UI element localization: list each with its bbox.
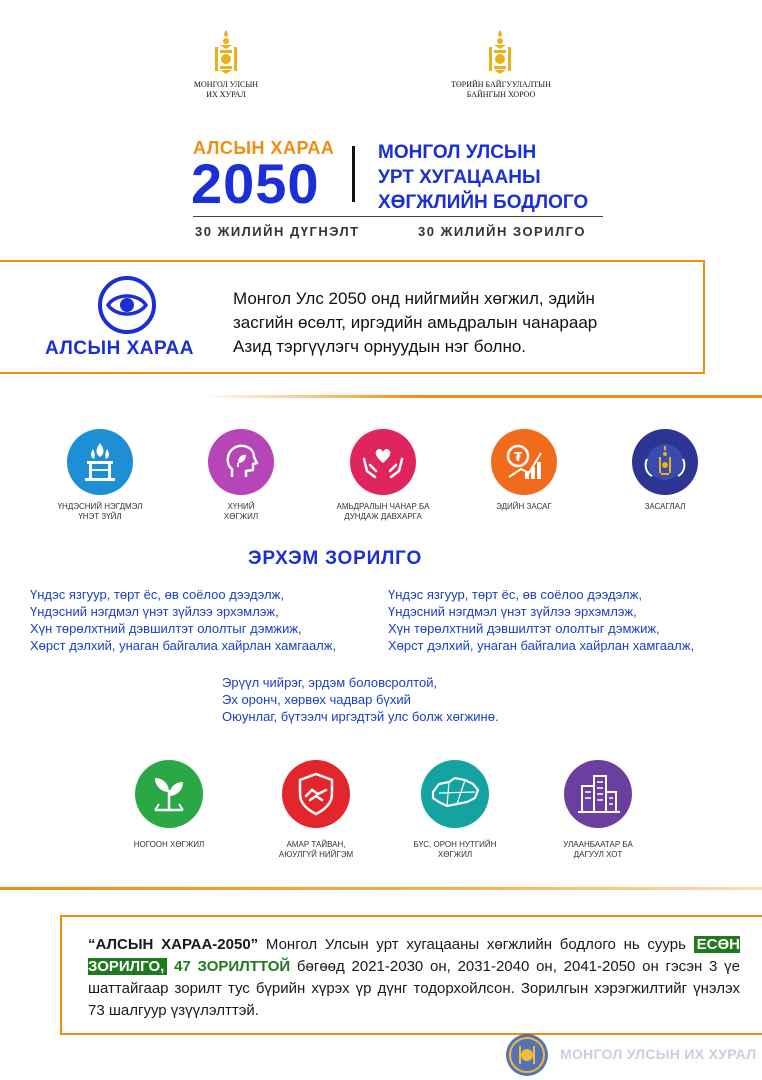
vision-year: 2050 bbox=[191, 152, 320, 215]
pillar-regional-development-icon bbox=[421, 760, 489, 828]
pillar-ulaanbaatar-label: УЛААНБААТАР БА ДАГУУЛ ХОТ bbox=[563, 840, 633, 859]
soyombo-emblem-right-icon bbox=[485, 28, 515, 76]
mission-center-column: Эрүүл чийрэг, эрдэм боловсролтой, Эх оронч, хөрвөх чадвар бүхий Оюунлаг, бүтээлч иргэдтэй улс болж хөгжинө. bbox=[222, 675, 499, 724]
pillar-governance-label: ЗАСАГЛАЛ bbox=[644, 502, 686, 511]
left-emblem-caption: МОНГОЛ УЛСЫН ИХ ХУРАЛ bbox=[193, 80, 259, 99]
right-emblem-caption: ТӨРИЙН БАЙГУУЛАЛТЫН БАЙНГЫН ХОРОО bbox=[451, 80, 551, 99]
summary-title: “АЛСЫН ХАРАА-2050” bbox=[88, 936, 259, 953]
footer-watermark: МОНГОЛ УЛСЫН ИХ ХУРАЛ bbox=[560, 1046, 757, 1062]
pillar-national-values-icon bbox=[67, 429, 133, 495]
eye-icon bbox=[98, 276, 156, 334]
pillar-human-development-icon bbox=[208, 429, 274, 495]
mission-left-column: Үндэс язгуур, төрт ёс, өв соёлоо дээдэлж, Үндэсний нэгдмэл үнэт зүйлээ эрхэмлэж, Хүн төрөлхтний дэвшилтэт ололтыг дэмжиж, Хөрст дэлхий, унаган байгалиа хайрлан хамгаалж, bbox=[30, 587, 337, 653]
mission-right-column: Үндэс язгуур, төрт ёс, өв соёлоо дээдэлж, Үндэсний нэгдмэл үнэт зүйлээ эрхэмлэж, Хүн төрөлхтний дэвшилтэт ололтыг дэмжиж, Хөрст дэлхий, унаган байгалиа хайрлан хамгаалж, bbox=[388, 587, 695, 653]
pillar-national-values-label: ҮНДЭСНИЙ НЭГДМЭЛ ҮНЭТ ЗҮЙЛ bbox=[57, 502, 143, 521]
pillar-human-development-label: ХҮНИЙ ХӨГЖИЛ bbox=[223, 502, 259, 521]
pillar-economy-label: ЭДИЙН ЗАСАГ bbox=[496, 502, 552, 511]
pillar-green-development-icon bbox=[135, 760, 203, 828]
mission-section-title: ЭРХЭМ ЗОРИЛГО bbox=[248, 548, 423, 569]
pillar-quality-of-life-label: АМЬДРАЛЫН ЧАНАР БА ДУНДАЖ ДАВХАРГА bbox=[336, 502, 430, 521]
pillar-regional-development-label: БҮС, ОРОН НУТГИЙН ХӨГЖИЛ bbox=[413, 840, 497, 859]
title-rule bbox=[193, 216, 603, 217]
subtitle-left: 30 ЖИЛИЙН ДҮГНЭЛТ bbox=[195, 224, 360, 239]
pillar-quality-of-life-icon bbox=[350, 429, 416, 495]
vision-statement: Монгол Улс 2050 онд нийгмийн хөгжил, эдийн засгийн өсөлт, иргэдийн амьдралын чанараар Азид тэргүүлэгч орнуудын нэг болно. bbox=[233, 289, 598, 356]
bottom-divider bbox=[0, 887, 762, 890]
pillar-governance-icon bbox=[632, 429, 698, 495]
summary-text: “АЛСЫН ХАРАА-2050” Монгол Улсын урт хугацааны хөгжлийн бодлого нь суурь ЕСӨН ЗОРИЛГО, 47 ЗОРИЛТТОЙ бөгөөд 2021-2030 он, 2031-2040 он, 2041-2050 он гэсэн 3 үе шаттайгаар зорилт тус бүрийн хүрэх үр дүнг тодорхойлсон. Зорилгын хэрэгжилтийг үнэлэх 73 шалгуур үзүүлэлттэй. bbox=[88, 936, 740, 1019]
subtitle-right: 30 ЖИЛИЙН ЗОРИЛГО bbox=[418, 224, 587, 239]
title-separator bbox=[352, 146, 355, 202]
pillar-peaceful-society-label: АМАР ТАЙВАН, АЮУЛГҮЙ НИЙГЭМ bbox=[278, 840, 354, 859]
pillar-ulaanbaatar-icon bbox=[564, 760, 632, 828]
parliament-seal-icon bbox=[506, 1034, 548, 1076]
objectives-count: 47 ЗОРИЛТТОЙ bbox=[174, 958, 291, 975]
svg-text:₮: ₮ bbox=[513, 450, 523, 464]
pillar-economy-icon bbox=[491, 429, 557, 495]
pillar-peaceful-society-icon bbox=[282, 760, 350, 828]
pillar-green-development-label: НОГООН ХӨГЖИЛ bbox=[133, 840, 205, 849]
policy-title: МОНГОЛ УЛСЫН УРТ ХУГАЦААНЫ ХӨГЖЛИЙН БОДЛОГО bbox=[378, 142, 589, 213]
soyombo-emblem-left-icon bbox=[211, 28, 241, 76]
nine-goals-highlight: ЕСӨН ЗОРИЛГО, bbox=[88, 936, 740, 975]
vision-label: АЛСЫН ХАРАА bbox=[45, 338, 194, 359]
section-divider bbox=[200, 395, 762, 398]
vision-title-orange: АЛСЫН ХАРАА bbox=[193, 138, 335, 158]
